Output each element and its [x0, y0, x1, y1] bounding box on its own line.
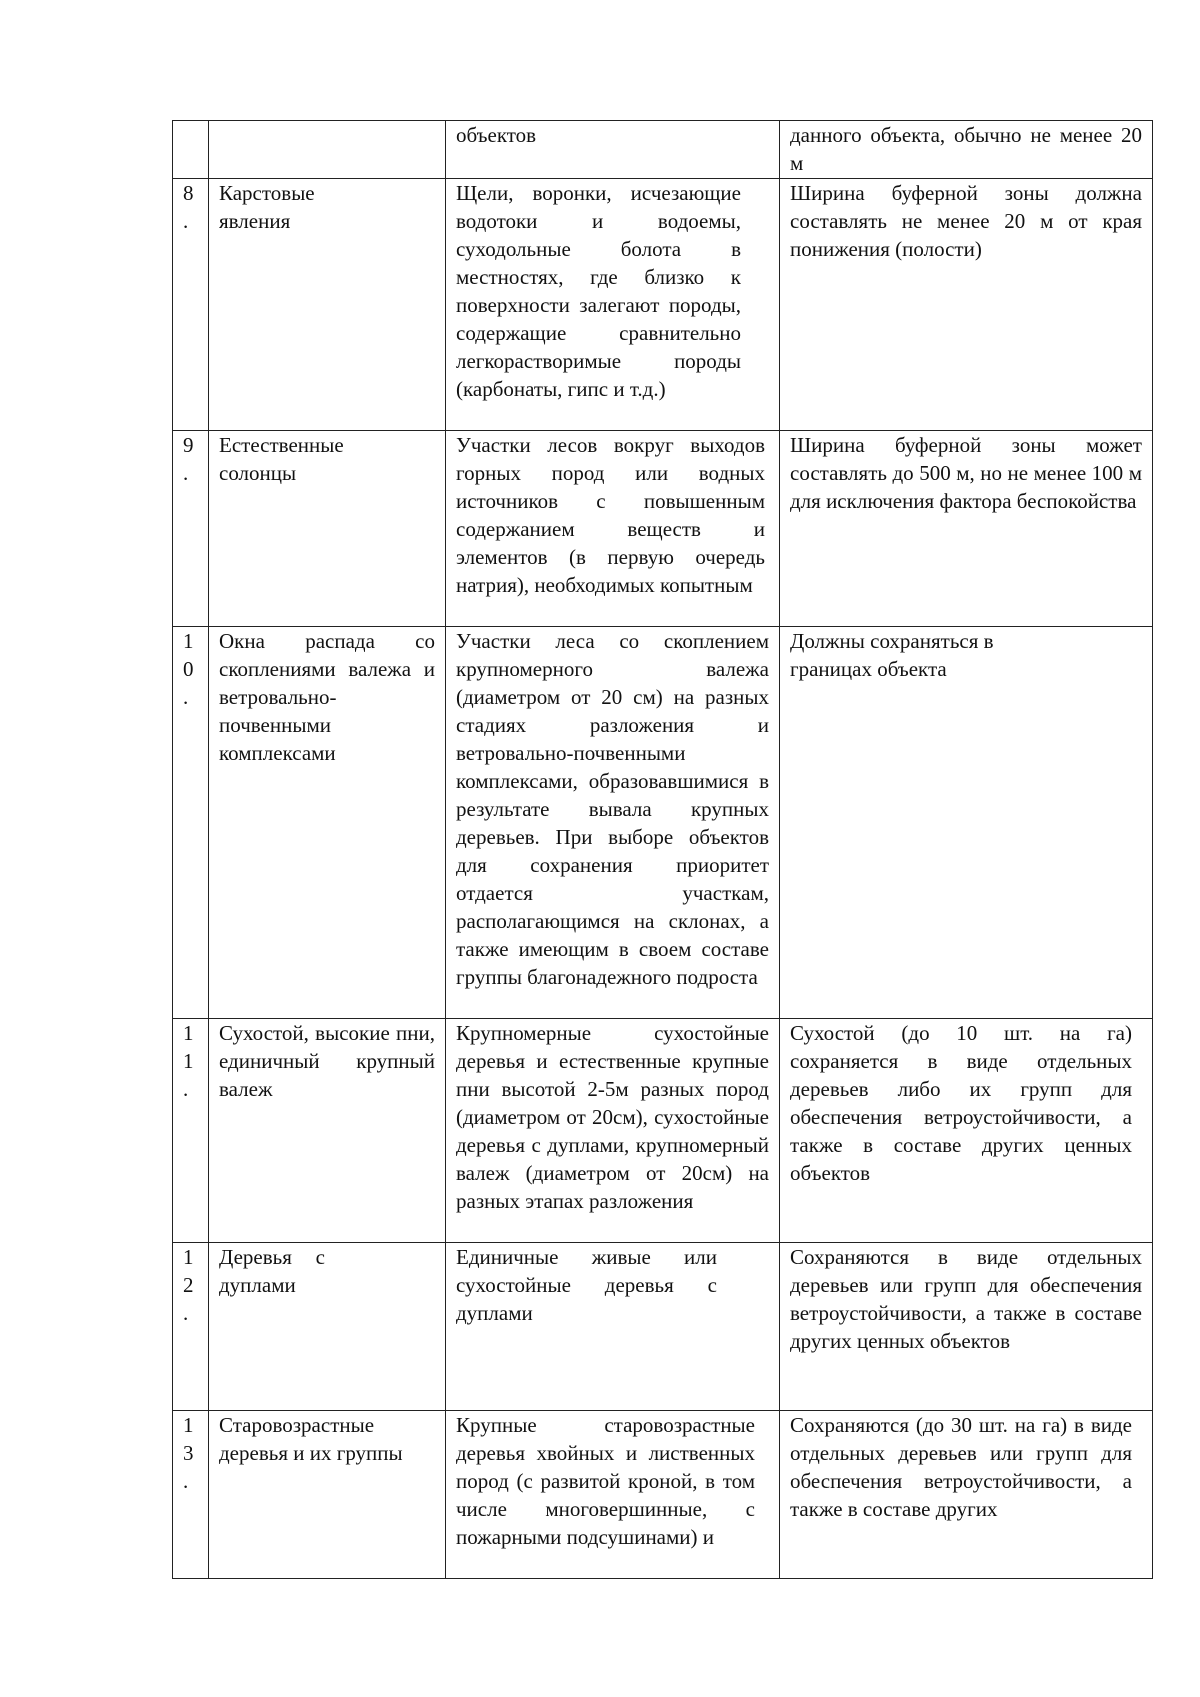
object-name: Сухостой, высокие пни, единичный крупный валеж [209, 1019, 446, 1243]
object-name [209, 121, 446, 179]
row-number: 8. [173, 179, 209, 431]
row-number: 9. [173, 431, 209, 627]
buffer-zone-requirement: Должны сохраняться в границах объекта [780, 627, 1153, 1019]
buffer-zone-requirement: Сохраняются в виде отдельных деревьев или групп для обеспечения ветроустойчивости, а также в составе других ценных объектов [780, 1243, 1153, 1411]
buffer-zone-requirement: Ширина буферной зоны может составлять до 500 м, но не менее 100 м для исключения фактора беспокойства [780, 431, 1153, 627]
object-description: Щели, воронки, исчезающие водотоки и водоемы, суходольные болота в местностях, где близко к поверхности залегают породы, содержащие сравнительно легкорастворимые породы (карбонаты, гипс и т.д.) [446, 179, 780, 431]
object-name: Естественные солонцы [209, 431, 446, 627]
object-description: Единичные живые или сухостойные деревья с дуплами [446, 1243, 780, 1411]
object-description: объектов [446, 121, 780, 179]
row-number: 10. [173, 627, 209, 1019]
table-row [173, 627, 1153, 1019]
table-row [173, 1243, 1153, 1411]
buffer-zone-requirement: Ширина буферной зоны должна составлять не менее 20 м от края понижения (полости) [780, 179, 1153, 431]
table-row [173, 179, 1153, 431]
row-number [173, 121, 209, 179]
object-name: Старовозрастные деревья и их группы [209, 1411, 446, 1579]
object-description: Участки лесов вокруг выходов горных пород или водных источников с повышенным содержанием веществ и элементов (в первую очередь натрия), необходимых копытным [446, 431, 780, 627]
row-number: 11. [173, 1019, 209, 1243]
object-description: Крупномерные сухостойные деревья и естественные крупные пни высотой 2-5м разных пород (диаметром от 20см), сухостойные деревья с дуплами, крупномерный валеж (диаметром от 20см) на разных этапах разложения [446, 1019, 780, 1243]
object-description: Участки леса со скоплением крупномерного валежа (диаметром от 20 см) на разных стадиях разложения и ветровально-почвенными комплексами, образовавшимися в результате вывала крупных деревьев. При выборе объектов для сохранения приоритет отдается участкам, располагающимся на склонах, а также имеющим в своем составе группы благонадежного подроста [446, 627, 780, 1019]
buffer-zone-requirement: Сухостой (до 10 шт. на га) сохраняется в виде отдельных деревьев либо их групп для обеспечения ветроустойчивости, а также в составе других ценных объектов [780, 1019, 1153, 1243]
document-page [172, 120, 1152, 1579]
table-row [173, 431, 1153, 627]
buffer-zone-requirement: данного объекта, обычно не менее 20 м [780, 121, 1153, 179]
row-number: 12. [173, 1243, 209, 1411]
table-row [173, 1019, 1153, 1243]
table-row [173, 1411, 1153, 1579]
object-name: Окна распада со скоплениями валежа и ветровально-почвенными комплексами [209, 627, 446, 1019]
row-number: 13. [173, 1411, 209, 1579]
objects-table [172, 120, 1153, 1579]
object-name: Деревья с дуплами [209, 1243, 446, 1411]
object-name: Карстовые явления [209, 179, 446, 431]
object-description: Крупные старовозрастные деревья хвойных и лиственных пород (с развитой кроной, в том числе многовершинные, с пожарными подсушинами) и [446, 1411, 780, 1579]
table-row [173, 121, 1153, 179]
buffer-zone-requirement: Сохраняются (до 30 шт. на га) в виде отдельных деревьев или групп для обеспечения ветроустойчивости, а также в составе других [780, 1411, 1153, 1579]
